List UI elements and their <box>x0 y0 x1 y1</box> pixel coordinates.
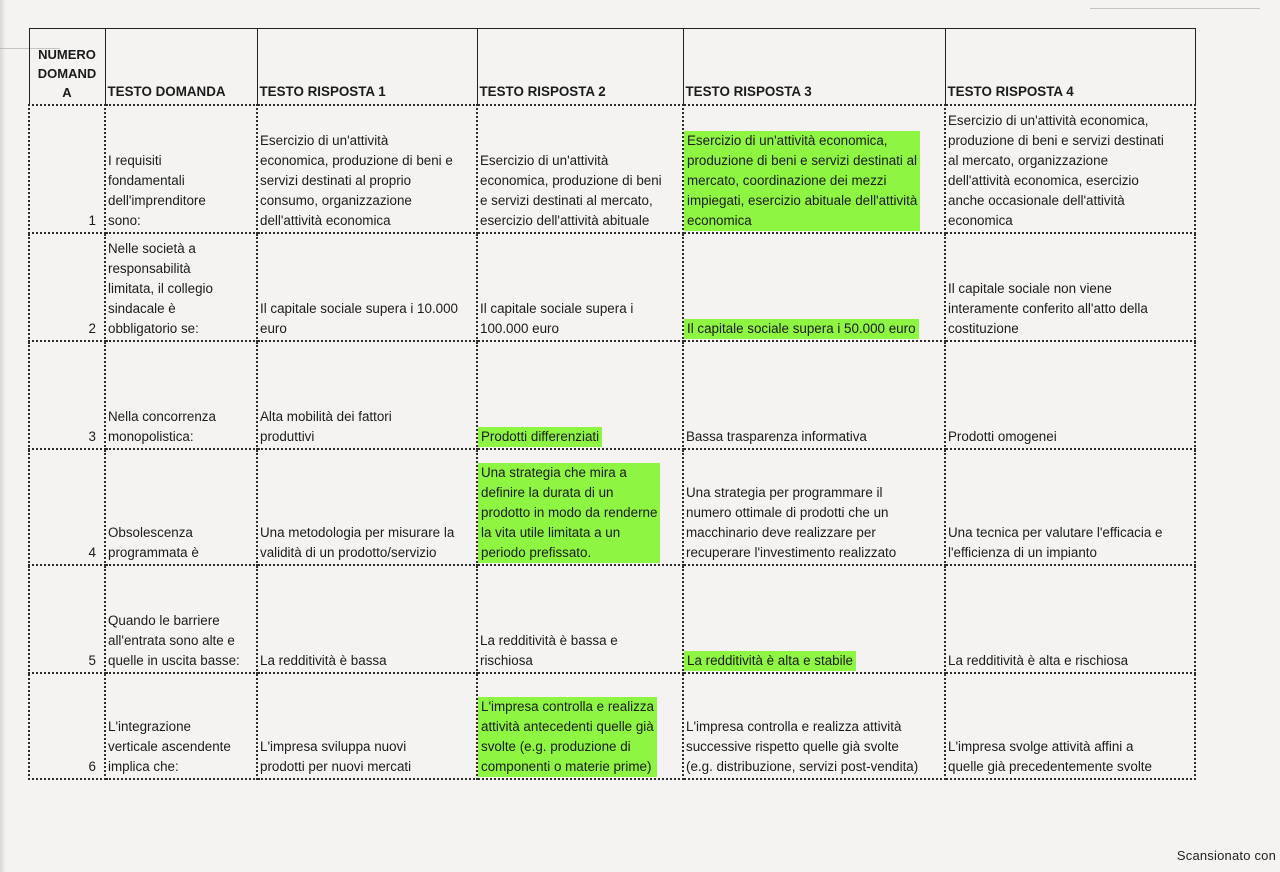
question-number: 6 <box>29 673 105 779</box>
question-number: 2 <box>29 233 105 341</box>
header-answer-1: TESTO RISPOSTA 1 <box>257 29 477 105</box>
answer-2: Il capitale sociale supera i 100.000 euro <box>477 233 683 341</box>
answer-3: L'impresa controlla e realizza attività successive rispetto quelle già svolte (e.g. distribuzione, servizi post-vendita) <box>683 673 945 779</box>
answer-4: Prodotti omogenei <box>945 341 1195 449</box>
answer-2-highlighted: Prodotti differenziati <box>478 427 602 447</box>
answer-3: Bassa trasparenza informativa <box>683 341 945 449</box>
answer-3-highlighted: Il capitale sociale supera i 50.000 euro <box>684 319 919 339</box>
table-row <box>29 565 1195 673</box>
answer-4: Il capitale sociale non viene interamente conferito all'atto della costituzione <box>945 233 1195 341</box>
answer-2-cell <box>477 673 683 779</box>
header-question-text: TESTO DOMANDA <box>105 29 257 105</box>
scan-artifact-line <box>1090 8 1260 9</box>
answer-2: Esercizio di un'attività economica, produzione di beni e servizi destinati al mercato, esercizio dell'attività abituale <box>477 105 683 233</box>
answer-1: Una metodologia per misurare la validità di un prodotto/servizio <box>257 449 477 565</box>
table-row <box>29 233 1195 341</box>
answer-3-highlighted: La redditività è alta e stabile <box>684 651 856 671</box>
question-text: Nella concorrenza monopolistica: <box>105 341 257 449</box>
question-text: L'integrazione verticale ascendente implica che: <box>105 673 257 779</box>
answer-1: Alta mobilità dei fattori produttivi <box>257 341 477 449</box>
question-number: 4 <box>29 449 105 565</box>
answer-2-cell <box>477 341 683 449</box>
answer-4: Esercizio di un'attività economica, produzione di beni e servizi destinati al mercato, organizzazione dell'attività economica, esercizio anche occasionale dell'attività economica <box>945 105 1195 233</box>
answer-3-cell <box>683 105 945 233</box>
question-text: I requisiti fondamentali dell'imprenditore sono: <box>105 105 257 233</box>
scan-edge-shadow <box>0 0 6 872</box>
answer-3: Una strategia per programmare il numero ottimale di prodotti che un macchinario deve realizzare per recuperare l'investimento realizzato <box>683 449 945 565</box>
answer-2-highlighted: Una strategia che mira a definire la durata di un prodotto in modo da renderne la vita utile limitata a un periodo prefissato. <box>478 463 660 563</box>
answer-2: La redditività è bassa e rischiosa <box>477 565 683 673</box>
question-number: 3 <box>29 341 105 449</box>
answer-1: Il capitale sociale supera i 10.000 euro <box>257 233 477 341</box>
question-number: 5 <box>29 565 105 673</box>
answer-3-highlighted: Esercizio di un'attività economica, produzione di beni e servizi destinati al mercato, coordinazione dei mezzi impiegati, esercizio abituale dell'attività economica <box>684 131 920 231</box>
answer-1: L'impresa sviluppa nuovi prodotti per nuovi mercati <box>257 673 477 779</box>
answer-4: L'impresa svolge attività affini a quelle già precedentemente svolte <box>945 673 1195 779</box>
question-text: Obsolescenza programmata è <box>105 449 257 565</box>
table-header-row <box>29 29 1195 105</box>
table-row <box>29 673 1195 779</box>
question-text: Nelle società a responsabilità limitata, il collegio sindacale è obbligatorio se: <box>105 233 257 341</box>
questions-table <box>28 28 1196 780</box>
question-number: 1 <box>29 105 105 233</box>
answer-3-cell <box>683 565 945 673</box>
question-text: Quando le barriere all'entrata sono alte e quelle in uscita basse: <box>105 565 257 673</box>
answer-1: La redditività è bassa <box>257 565 477 673</box>
table-row <box>29 341 1195 449</box>
header-question-number: NUMERO DOMAND A <box>29 29 105 105</box>
header-answer-4: TESTO RISPOSTA 4 <box>945 29 1195 105</box>
scan-watermark-label: Scansionato con <box>1176 848 1276 863</box>
answer-1: Esercizio di un'attività economica, produzione di beni e servizi destinati al proprio consumo, organizzazione dell'attività economica <box>257 105 477 233</box>
answer-4: La redditività è alta e rischiosa <box>945 565 1195 673</box>
table-row <box>29 105 1195 233</box>
header-answer-3: TESTO RISPOSTA 3 <box>683 29 945 105</box>
answer-2-highlighted: L'impresa controlla e realizza attività antecedenti quelle già svolte (e.g. produzione di componenti o materie prime) <box>478 697 657 777</box>
answer-4: Una tecnica per valutare l'efficacia e l'efficienza di un impianto <box>945 449 1195 565</box>
answer-2-cell <box>477 449 683 565</box>
header-answer-2: TESTO RISPOSTA 2 <box>477 29 683 105</box>
table-row <box>29 449 1195 565</box>
answer-3-cell <box>683 233 945 341</box>
